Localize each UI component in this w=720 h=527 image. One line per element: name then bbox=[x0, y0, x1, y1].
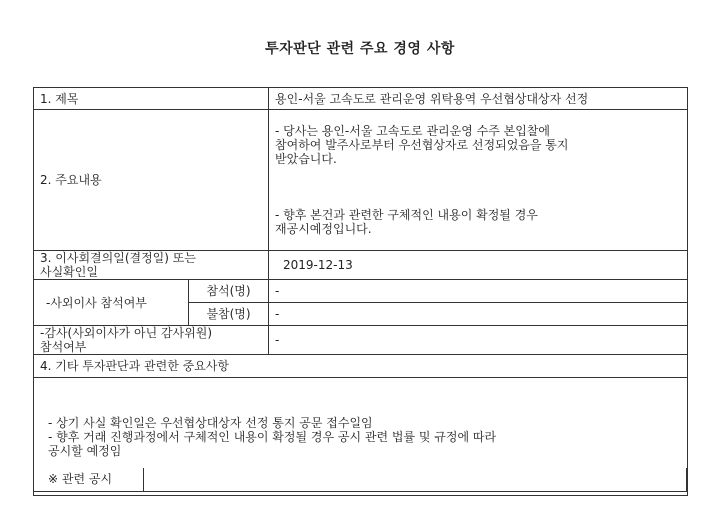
other-label-row bbox=[34, 355, 688, 378]
content-label: 2. 주요내용 bbox=[34, 110, 269, 251]
board-date-row bbox=[34, 251, 688, 280]
subject-value: 용인-서울 고속도로 관리운영 위탁용역 우선협상대상자 선정 bbox=[269, 88, 688, 110]
other-value: - 상기 사실 확인일은 우선협상대상자 선정 통지 공문 접수일임 - 향후 거래 진행과정에서 구체적인 내용이 확정될 경우 공시 관련 법률 및 규정에 따라 공시할 예정임 bbox=[34, 378, 688, 496]
content-value bbox=[269, 110, 688, 251]
auditor-label: -감사(사외이사가 아닌 감사위원) 참석여부 bbox=[34, 326, 269, 355]
other-label: 4. 기타 투자판단과 관련한 중요사항 bbox=[34, 355, 688, 378]
content-row bbox=[34, 110, 688, 251]
attend-label: 참석(명) bbox=[189, 280, 269, 303]
absent-label: 불참(명) bbox=[189, 303, 269, 326]
content-paragraph-1: - 당사는 용인-서울 고속도로 관리운영 수주 본입찰에 참여하여 발주사로부터 우선협상자로 선정되었음을 통지 받았습니다. bbox=[275, 124, 569, 166]
attend-value: - bbox=[269, 280, 688, 303]
content-paragraph-2: - 향후 본건과 관련한 구체적인 내용이 확정될 경우 재공시예정입니다. bbox=[275, 208, 538, 236]
absent-value: - bbox=[269, 303, 688, 326]
related-disclosure-row bbox=[33, 468, 687, 492]
board-date-label: 3. 이사회결의일(결정일) 또는 사실확인일 bbox=[34, 251, 269, 280]
outside-director-label: -사외이사 참석여부 bbox=[34, 280, 189, 326]
document-title: 투자판단 관련 주요 경영 사항 bbox=[265, 41, 455, 57]
related-disclosure-label: ※ 관련 공시 bbox=[34, 468, 144, 491]
disclosure-table bbox=[33, 87, 688, 496]
subject-row bbox=[34, 88, 688, 110]
attend-row bbox=[34, 280, 688, 303]
board-date-value: 2019-12-13 bbox=[269, 251, 688, 280]
auditor-value: - bbox=[269, 326, 688, 355]
subject-label: 1. 제목 bbox=[34, 88, 269, 110]
auditor-row bbox=[34, 326, 688, 355]
